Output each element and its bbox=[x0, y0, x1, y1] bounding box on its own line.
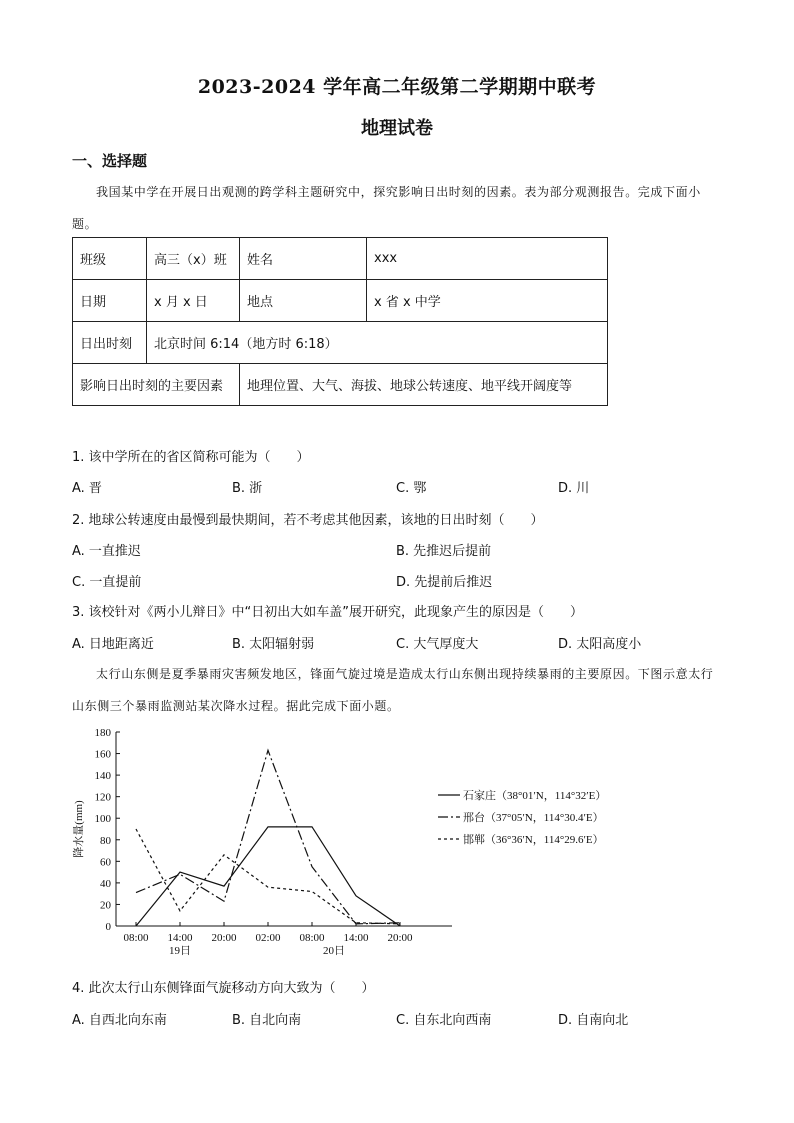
class-label: 班级 bbox=[73, 238, 147, 280]
x-tick-label: 02:00 bbox=[255, 932, 281, 944]
place-label: 地点 bbox=[240, 280, 367, 322]
y-tick-label: 180 bbox=[94, 727, 111, 739]
question-3-option-a: A. 日地距离近 bbox=[72, 637, 154, 652]
question-2-option-c: C. 一直提前 bbox=[72, 575, 142, 590]
y-axis-label: 降水量(mm) bbox=[73, 800, 85, 858]
y-tick-label: 120 bbox=[94, 791, 111, 804]
date-label: 20日 bbox=[323, 945, 345, 957]
question-3-option-d: D. 太阳高度小 bbox=[558, 637, 642, 652]
question-4-option-d: D. 自南向北 bbox=[558, 1013, 629, 1028]
passage-paragraph: 太行山东侧是夏季暴雨灾害频发地区，锋面气旋过境是造成太行山东侧出现持续暴雨的主要原因。下图示意太行山东侧三个暴雨监测站某次降水过程。据此完成下面小题。 bbox=[72, 667, 714, 713]
name-label: 姓名 bbox=[240, 238, 367, 280]
exam-title: 2023-2024 学年高二年级第二学期期中联考 bbox=[197, 76, 597, 98]
question-4-stem: 4. 此次太行山东侧锋面气旋移动方向大致为（ ） bbox=[72, 981, 375, 996]
question-2-stem: 2. 地球公转速度由最慢到最快期间，若不考虑其他因素，该地的日出时刻（ ） bbox=[72, 513, 544, 528]
y-tick-label: 20 bbox=[100, 899, 111, 912]
factors-label: 影响日出时刻的主要因素 bbox=[73, 364, 240, 406]
y-tick-label: 100 bbox=[94, 813, 111, 826]
section-heading: 一、选择题 bbox=[72, 152, 148, 170]
intro-paragraph: 我国某中学在开展日出观测的跨学科主题研究中，探究影响日出时刻的因素。表为部分观测报告。完成下面小题。 bbox=[72, 185, 701, 231]
y-tick-label: 80 bbox=[100, 834, 111, 847]
x-tick-label: 20:00 bbox=[211, 932, 237, 944]
y-tick-label: 60 bbox=[100, 856, 111, 869]
x-tick-label: 14:00 bbox=[343, 932, 369, 944]
question-2-option-b: B. 先推迟后提前 bbox=[396, 544, 492, 559]
series-line-2 bbox=[136, 750, 400, 924]
legend-label: 石家庄（38°01′N，114°32′E） bbox=[463, 790, 607, 802]
table-row bbox=[73, 280, 608, 322]
question-3-option-c: C. 大气厚度大 bbox=[396, 637, 479, 652]
class-value: 高三（x）班 bbox=[147, 238, 240, 280]
question-2-option-a: A. 一直推迟 bbox=[72, 544, 141, 559]
name-value: xxx bbox=[367, 238, 608, 280]
question-1-option-c: C. 鄂 bbox=[396, 481, 427, 496]
precipitation-chart bbox=[66, 722, 626, 962]
date-label: 19日 bbox=[169, 945, 191, 957]
x-tick-label: 14:00 bbox=[167, 932, 193, 944]
date-label: 日期 bbox=[73, 280, 147, 322]
question-3-stem: 3. 该校针对《两小儿辩日》中“日初出大如车盖”展开研究，此现象产生的原因是（ ） bbox=[72, 605, 584, 620]
table-row bbox=[73, 238, 608, 280]
question-4-option-b: B. 自北向南 bbox=[232, 1013, 302, 1028]
table-row bbox=[73, 364, 608, 406]
y-tick-label: 40 bbox=[100, 877, 111, 890]
question-2-option-d: D. 先提前后推迟 bbox=[396, 575, 493, 590]
exam-subtitle: 地理试卷 bbox=[361, 118, 433, 139]
question-1-stem: 1. 该中学所在的省区简称可能为（ ） bbox=[72, 450, 310, 465]
sunrise-value: 北京时间 6:14（地方时 6:18） bbox=[147, 322, 608, 364]
factors-value: 地理位置、大气、海拔、地球公转速度、地平线开阔度等 bbox=[240, 364, 608, 406]
question-1-option-b: B. 浙 bbox=[232, 481, 263, 496]
observation-report-table bbox=[72, 237, 608, 406]
y-tick-label: 0 bbox=[105, 921, 111, 933]
x-tick-label: 08:00 bbox=[123, 932, 149, 944]
table-row bbox=[73, 322, 608, 364]
question-4-option-a: A. 自西北向东南 bbox=[72, 1013, 167, 1028]
legend-label: 邢台（37°05′N，114°30.4′E） bbox=[463, 812, 604, 824]
question-3-option-b: B. 太阳辐射弱 bbox=[232, 637, 315, 652]
x-tick-label: 20:00 bbox=[387, 932, 413, 944]
sunrise-label: 日出时刻 bbox=[73, 322, 147, 364]
date-value: x 月 x 日 bbox=[147, 280, 240, 322]
x-tick-label: 08:00 bbox=[299, 932, 325, 944]
question-4-option-c: C. 自东北向西南 bbox=[396, 1013, 492, 1028]
y-tick-label: 160 bbox=[94, 748, 111, 761]
legend-label: 邯郸（36°36′N，114°29.6′E） bbox=[463, 834, 604, 846]
place-value: x 省 x 中学 bbox=[367, 280, 608, 322]
y-tick-label: 140 bbox=[94, 770, 111, 783]
question-1-option-d: D. 川 bbox=[558, 481, 590, 496]
question-1-option-a: A. 晋 bbox=[72, 481, 102, 496]
